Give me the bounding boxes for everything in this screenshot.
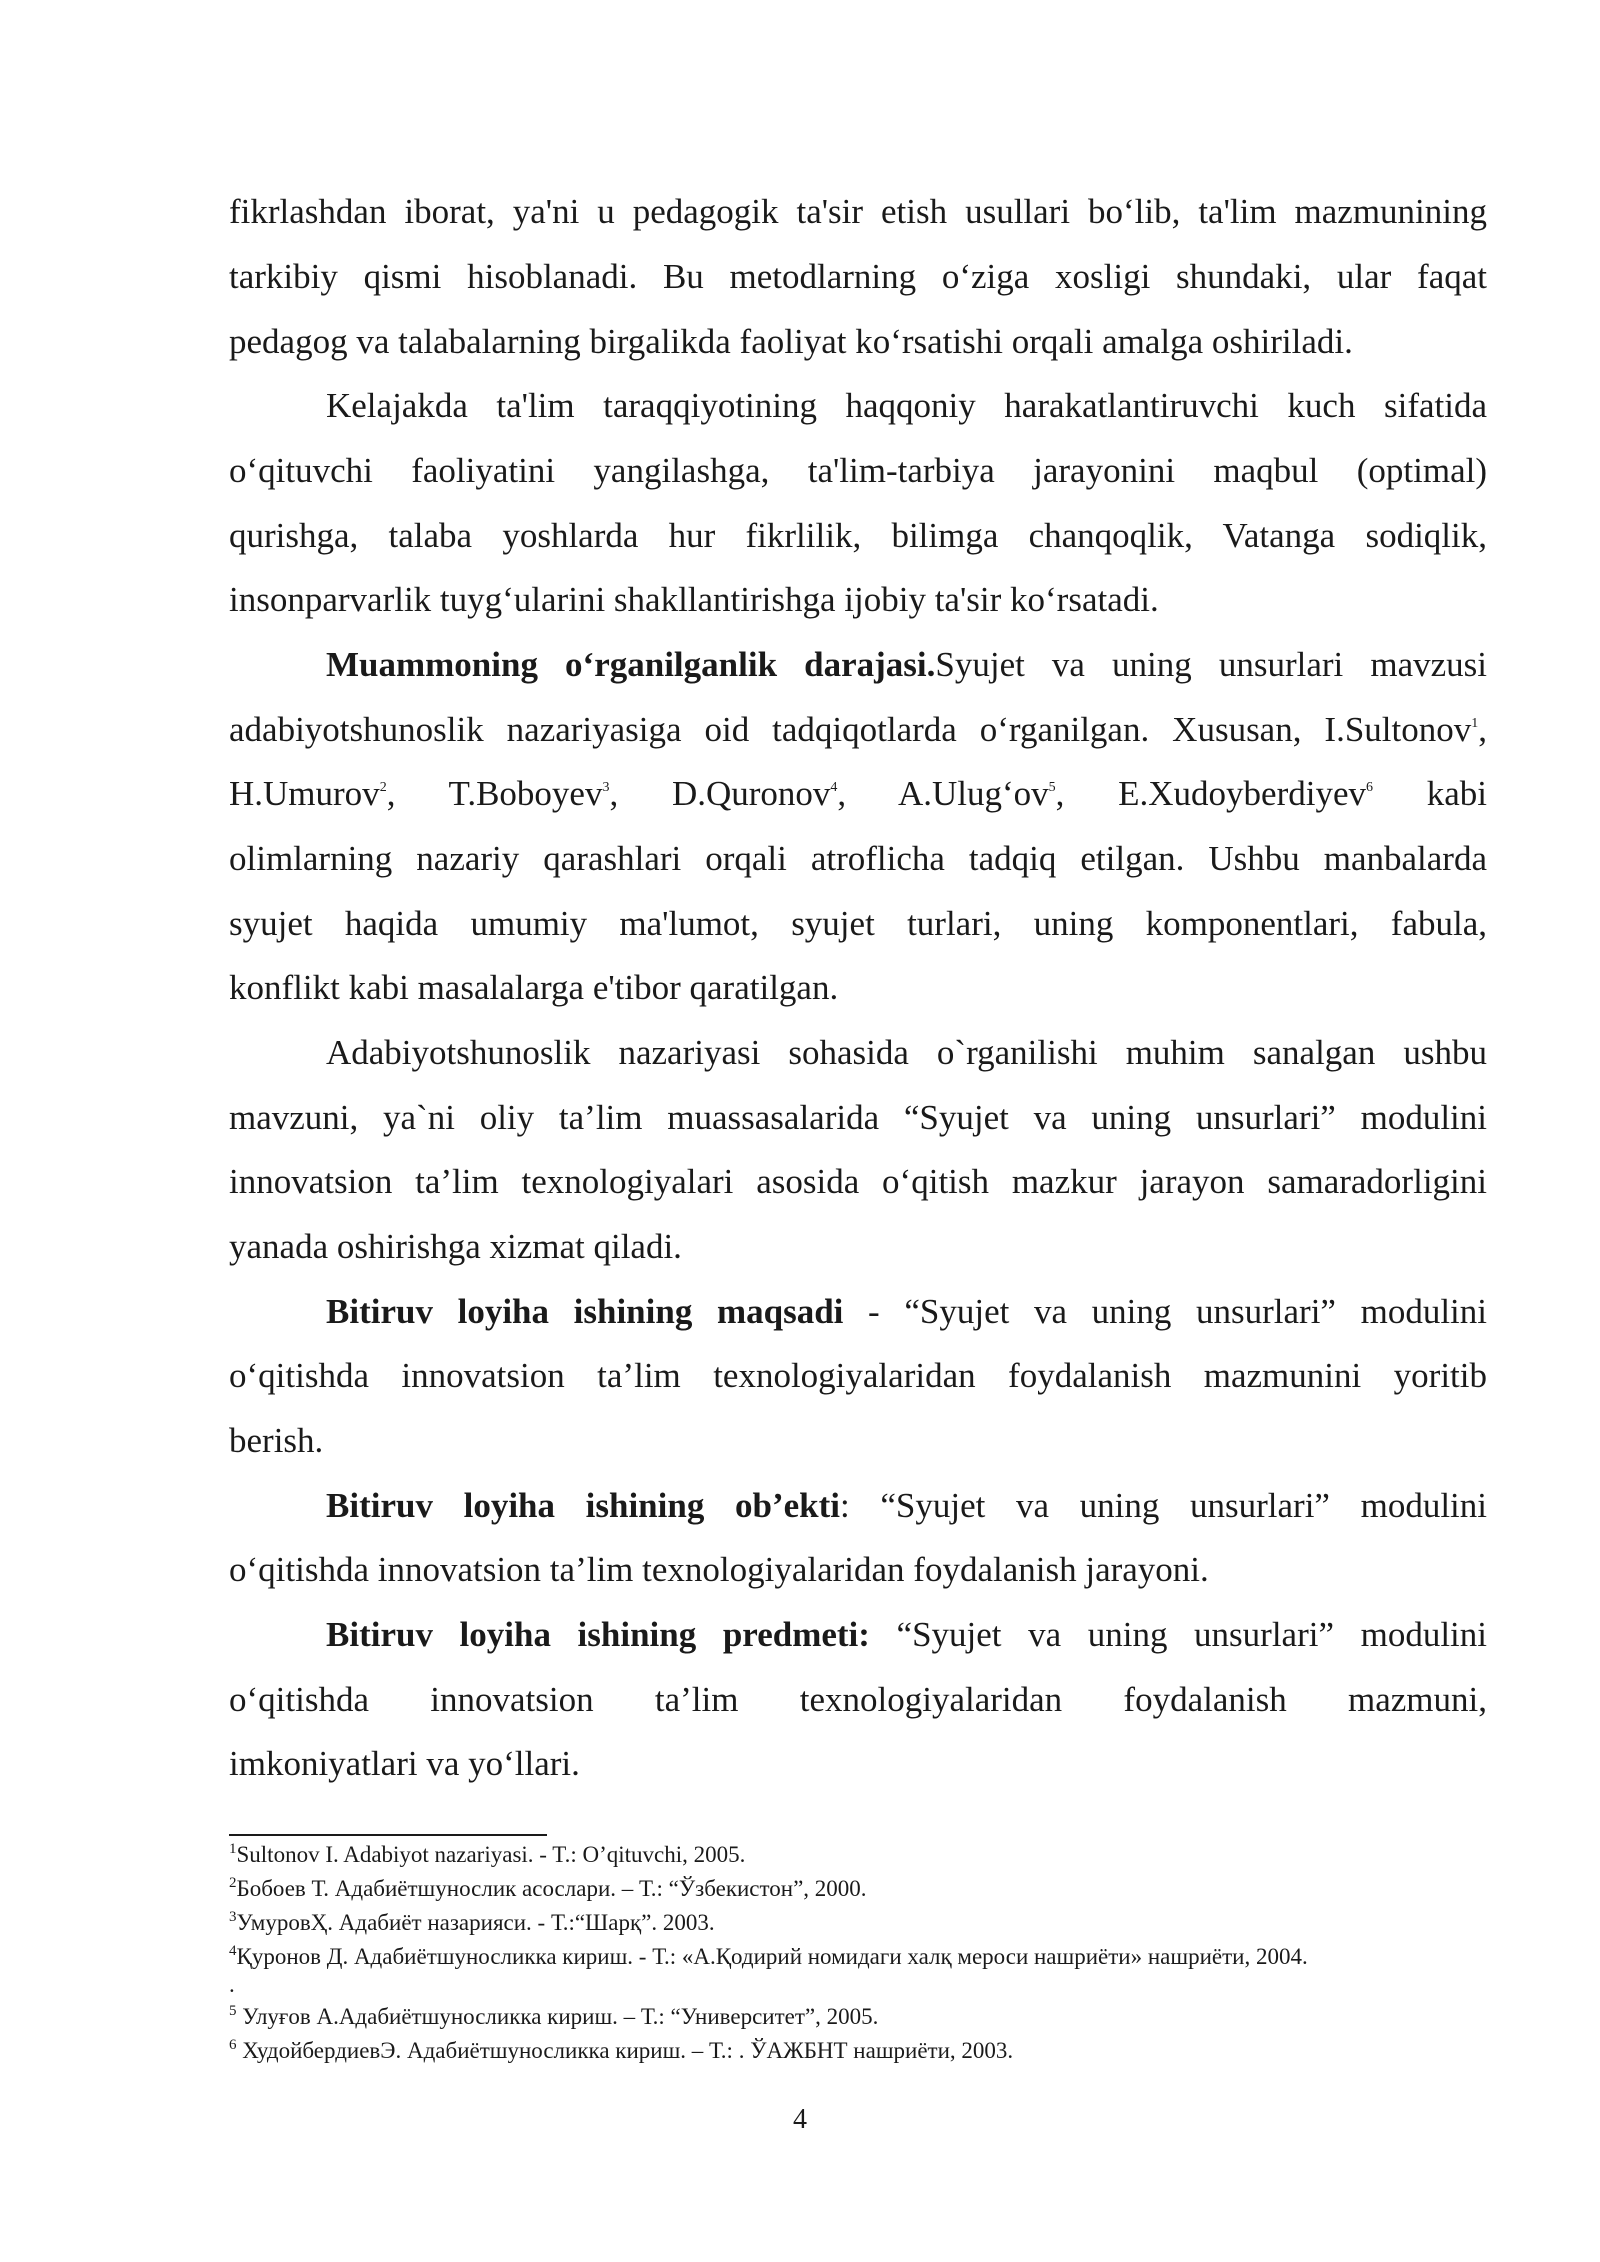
footnote-ref[interactable]: 1 <box>1471 716 1479 731</box>
footnote-ref[interactable]: 4 <box>830 780 838 795</box>
footnote: . <box>229 1972 235 1997</box>
body-line: qurishga, talaba yoshlarda hur fikrlilik, bilimga chanqoqlik, Vatanga sodiqlik, <box>229 516 1487 555</box>
body-line: Kelajakda ta'lim taraqqiyotining haqqoniy harakatlantiruvchi kuch sifatida <box>326 386 1487 425</box>
body-line: innovatsion ta’lim texnologiyalari asosida o‘qitish mazkur jarayon samaradorligini <box>229 1162 1487 1201</box>
body-line: o‘qitishda innovatsion ta’lim texnologiyalaridan foydalanish mazmunini yoritib <box>229 1356 1487 1395</box>
section-heading: Bitiruv loyiha ishining maqsadi <box>326 1292 844 1331</box>
body-line: syujet haqida umumiy ma'lumot, syujet turlari, uning komponentlari, fabula, <box>229 904 1487 943</box>
footnote-number: 4 <box>229 1943 237 1959</box>
footnote: $^1$Sultonov I. Adabiyot nazariyasi. - T.: O’qituvchi, 2005. <box>229 1841 746 1867</box>
body-line: olimlarning nazariy qarashlari orqali atroflicha tadqiq etilgan. Ushbu manbalarda <box>229 839 1487 878</box>
body-line: o‘qituvchi faoliyatini yangilashga, ta'lim-tarbiya jarayonini maqbul (optimal) <box>229 451 1487 490</box>
body-line: yanada oshirishga xizmat qiladi. <box>229 1227 682 1266</box>
body-line: konflikt kabi masalalarga e'tibor qaratilgan. <box>229 968 839 1007</box>
footnote-number: 1 <box>229 1841 237 1857</box>
body-line: Bitiruv loyiha ishining predmeti: “Syujet va uning unsurlari” modulini <box>326 1615 1487 1654</box>
footnote-number: 5 <box>229 2003 237 2019</box>
body-line: mavzuni, ya`ni oliy ta’lim muassasalarida “Syujet va uning unsurlari” modulini <box>229 1098 1487 1137</box>
body-line: Adabiyotshunoslik nazariyasi sohasida o`rganilishi muhim sanalgan ushbu <box>326 1033 1487 1072</box>
footnote-separator <box>229 1834 547 1836</box>
section-heading: Bitiruv loyiha ishining predmeti: <box>326 1615 870 1654</box>
body-line: pedagog va talabalarning birgalikda faoliyat ko‘rsatishi orqali amalga oshiriladi. <box>229 322 1353 361</box>
footnote: $^3$УмуровҲ. Адабиёт назарияси. - Т.:“Шарқ”. 2003. <box>229 1909 715 1935</box>
body-line: fikrlashdan iborat, ya'ni u pedagogik ta'sir etish usullari bo‘lib, ta'lim mazmunining <box>229 192 1487 231</box>
body-line: adabiyotshunoslik nazariyasiga oid tadqiqotlarda o‘rganilgan. Xususan, I.Sultonov$^1$, <box>229 710 1487 749</box>
body-line: berish. <box>229 1421 324 1460</box>
body-line: o‘qitishda innovatsion ta’lim texnologiyalaridan foydalanish jarayoni. <box>229 1550 1209 1589</box>
footnote-ref[interactable]: 5 <box>1048 780 1056 795</box>
body-line: H.Umurov$^2$, T.Boboyev$^3$, D.Quronov$^4$, $A.Ulug‘ov^5$, E.Xudoyberdiyev$^6$ kabi <box>229 774 1488 813</box>
page-number: 4 <box>793 2104 807 2135</box>
footnote-ref[interactable]: 2 <box>379 780 387 795</box>
footnote-number: 2 <box>229 1875 237 1891</box>
body-line: Bitiruv loyiha ishining maqsadi - “Syujet va uning unsurlari” modulini <box>326 1292 1487 1331</box>
footnote: $^2$Бобоев Т. Адабиётшунослик асослари. – Т.: “Ўзбекистон”, 2000. <box>229 1875 867 1901</box>
footnote-ref[interactable]: 6 <box>1366 780 1374 795</box>
footnote-number: 3 <box>229 1909 237 1925</box>
footnote-ref[interactable]: 3 <box>602 780 610 795</box>
body-line: Bitiruv loyiha ishining ob’ekti: “Syujet va uning unsurlari” modulini <box>326 1486 1487 1525</box>
body-line: tarkibiy qismi hisoblanadi. Bu metodlarning o‘ziga xosligi shundaki, ular faqat <box>229 257 1487 296</box>
section-heading: Bitiruv loyiha ishining ob’ekti <box>326 1486 840 1525</box>
footnote: $^5$ Улуғов А.Адабиётшуносликка кириш. – Т.: “Университет”, 2005. <box>229 2003 879 2029</box>
body-line: imkoniyatlari va yo‘llari. <box>229 1744 580 1783</box>
body-line: Muammoning o‘rganilganlik darajasi.Syujet va uning unsurlari mavzusi <box>326 645 1487 684</box>
body-line: o‘qitishda innovatsion ta’lim texnologiyalaridan foydalanish mazmuni, <box>229 1680 1487 1719</box>
footnote-number: 6 <box>229 2037 237 2053</box>
footnote: $^6$ ХудойбердиевЭ. Адабиётшуносликка кириш. – Т.: . ЎАЖБНТ нашриёти, 2003. <box>229 2037 1014 2063</box>
section-heading: Muammoning o‘rganilganlik darajasi. <box>326 645 936 684</box>
body-line: insonparvarlik tuyg‘ularini shakllantirishga ijobiy ta'sir ko‘rsatadi. <box>229 580 1159 619</box>
footnote: $^4$Қуронов Д. Адабиётшуносликка кириш. - Т.: «А.Қодирий номидаги халқ мероси нашриёти» нашриёти, 2004. <box>229 1943 1308 1969</box>
